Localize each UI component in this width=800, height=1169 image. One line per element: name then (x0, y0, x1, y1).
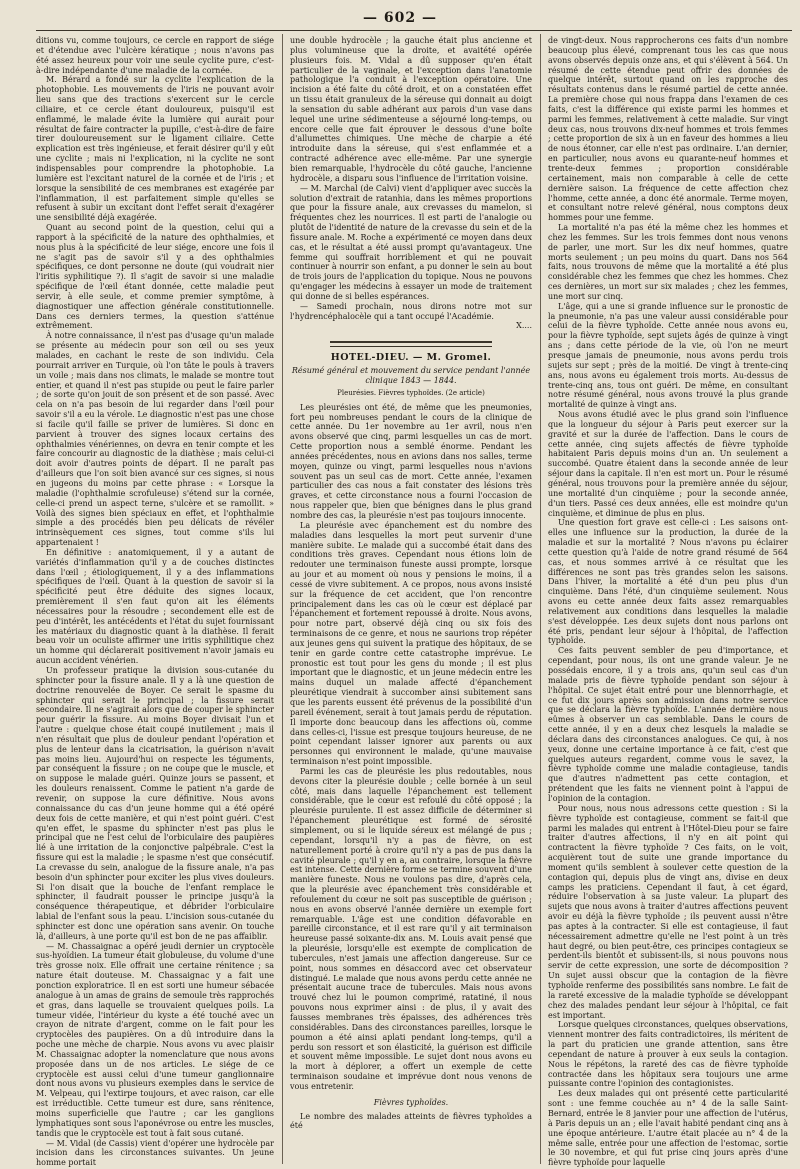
paragraph: — M. Chassaignac a opéré jeudi dernier un cryptocèle sus-hyoïdien. La tumeur était globuleuse, du volume d'une très grosse noix. Elle offrait une certaine rénitence ; sa nature était douteuse. M. Chassaignac y a fait une ponction exploratrice. Il en est sorti une humeur sébacée analogue à un amas de grains de semoule très rapprochés et gras, dans laquelle se trouvaient quelques poils. La tumeur vidée, l'intérieur du kyste a été touché avec un crayon de nitrate d'argent, comme on le fait pour les cryptocèles des paupières. On a dû introduire dans la poche une mèche de charpie. Nous avons vu avec plaisir M. Chassaignac adopter la nomenclature que nous avons proposée dans un de nos articles. Le siége de ce cryptocèle est aussi celui d'une tumeur ganglionnaire dont nous avons vu plusieurs exemples dans le service de M. Velpeau, qui l'extirpe toujours, et avec raison, car elle est irréductible. Cette tumeur est dure, sans rénitence, moins superficielle que l'autre ; car les ganglions lymphatiques sont sous l'aponévrose ou entre les muscles, tandis que le cryptocèle est tout à fait sous cutané. (36, 941, 274, 1138)
paragraph: — Samedi prochain, nous dirons notre mot sur l'hydrencéphalocèle qui a tant occupé l'Académie. (290, 301, 532, 321)
signature: X.... (516, 321, 532, 331)
paragraph: ditions vu, comme toujours, ce cercle en rapport de siége et d'étendue avec l'ulcère kératique ; nous n'avons pas été assez heureux pour voir une seule cyclite pure, c'est-à-dire indépendante d'une maladie de la cornée. (36, 36, 274, 75)
page-number: — 602 — (363, 10, 437, 26)
paragraph: une double hydrocèle ; la gauche était plus ancienne et plus volumineuse que la droite, et avaitété opérée plusieurs fois. M. Vidal a dû supposer qu'en était particulier de la vaginale, et l'exception dans l'anatomie pathologique l'a conduit à l'exception opératoire. Une incision a été faite du côté droit, et on a constatéen effet un tissu était granuleux de la séreuse qui donnait au doigt la sensation du sable adhérant aux parois d'un vase dans lequel une urine sédimenteuse a séjourné long-temps, ou encore celle que fait éprouver le dessous d'une boîte d'allumettes chimiques. Une mèche de charpie a été introduite dans la séreuse, qui s'est enflammée et a contracté adhérence avec elle-même. Par une synergie bien remarquable, l'hydrocèle du côté gauche, l'ancienne hydrocèle, a disparu sous l'influence de l'irritation voisine. (290, 36, 532, 183)
paragraph: Lorsque quelques circonstances, quelques observations, viennent montrer des faits contradictoires, ils méritent de la part du praticien une grande attention, sans être cependant de nature à prouver à eux seuls la contagion. Nous le répétons, la rareté des cas de fièvre typhoïde contractée dans les hôpitaux sera toujours une arme puissante contre l'opinion des contagionistes. (548, 1020, 788, 1089)
paragraph: Ces faits peuvent sembler de peu d'importance, et cependant, pour nous, ils ont une grande valeur. Je ne possédais encore, il y a trois ans, qu'un seul cas d'un malade pris de fièvre typhoïde pendant son séjour à l'hôpital. Ce sujet était entré pour une blennorrhagie, et ce fut dix jours après son admission dans notre service que se déclara la fièvre typhoïde. L'année dernière nous eûmes à observer un cas semblable. Dans le cours de cette année, il y en a deux chez lesquels la maladie se déclara dans des circonstances analogues. Ce qui, à nos yeux, donne une certaine importance à ce fait, c'est que quelques auteurs regardent, comme vous le savez, la fièvre typhoïde comme une maladie contagieuse, tandis que d'autres n'admettent pas cette contagion, et prétendent que les faits ne viennent point à l'appui de l'opinion de la contagion. (548, 646, 788, 803)
section-caption: Pleurésies. Fièvres typhoïdes. (2e article) (337, 388, 485, 397)
column-right (548, 36, 788, 1168)
paragraph: Les deux malades qui ont présenté cette particularité sont : une femme couchée au n° 4 de la salle Saint-Bernard, entrée le 8 janvier pour une affection de l'utérus, à Paris depuis un an ; elle l'avait habité pendant cinq ans à une époque antérieure. L'autre était placée au n° 4 de la même salle, entrée pour une affection de l'estomac, sortie le 30 novembre, et qui fut prise cinq jours après d'une fièvre typhoïde pour laquelle (548, 1089, 788, 1168)
column-left (36, 36, 274, 1168)
paragraph: Les pleurésies ont été, de même que les pneumonies, fort peu nombreuses pendant le cours de la clinique de cette année. Du 1er novembre au 1er avril, nous n'en avons observé que cinq, parmi lesquelles un cas de mort. Cette proportion nous a semblé énorme. Pendant les années précédentes, nous en avions dans nos salles, terme moyen, quinze ou vingt, parmi lesquelles nous n'avions souvent pas un seul cas de mort. Cette année, l'examen particulier des cas nous a fait constater des lésions très graves, et cette circonstance nous a fourni l'occasion de nous rappeler que, bien que bénignes dans le plus grand nombre des cas, la pleurésie n'est pas toujours innocente. (290, 402, 532, 520)
column-divider (540, 34, 541, 1164)
paragraph: Un professeur pratique la division sous-cutanée du sphincter pour la fissure anale. Il y a là une question de doctrine renouvelée de Boyer. Ce serait le spasme du sphincter qui serait le principal ; la fissure serait secondaire. Il ne s'agirait alors que de couper le sphincter pour guérir la fissure. Au moins Boyer divisait l'un et l'autre : quelque chose était coupé inutilement ; mais il n'en résultait que plus de douleur pendant l'opération et plus de lenteur dans la cicatrisation, la guérison n'avait pas moins lieu. Aujourd'hui on respecte les téguments, par conséquent la fissure ; on ne coupe que le muscle, et on suppose le malade guéri. Quinze jours se passent, et les douleurs renaissent. Comme le patient n'a garde de revenir, on suppose la cure définitive. Nous avons connaissance du cas d'un jeune homme qui a été opéré deux fois de cette manière, et qui n'est point guéri. C'est qu'en effet, le spasme du sphincter n'est pas plus le principal que ne l'est celui de l'orbiculaire des paupières lié à une irritation de la conjonctive palpébrale. C'est la fissure qui est la maladie ; le spasme n'est que consécutif. La crevasse du sein, analogue de la fissure anale, n'a pas besoin d'un sphincter pour exciter les plus vives douleurs. Si l'on disait que la bouche de l'enfant remplace le sphincter, il faudrait pousser le principe jusqu'à la conséquence thérapeutique, et débrider l'orbiculaire labial de l'enfant sous la peau. L'incision sous-cutanée du sphincter est donc une opération sans avenir. On touche là, d'ailleurs, à une porte qu'il est bon de ne pas affaiblir. (36, 666, 274, 941)
paragraph: À notre connaissance, il n'est pas d'usage qu'un malade se présente au médecin pour son œil ou ses yeux malades, en cachant le reste de son individu. Cela pourrait arriver en Turquie, où l'on tâte le pouls à travers un voile ; mais dans nos climats, le malade se montre tout entier, et quand il n'est pas stupide ou peut le faire parler ; de sorte qu'on jouit de son présent et de son passé. Avec cela on n'a pas besoin de lui regarder dans l'œil pour savoir s'il a eu la vérole. Le diagnostic n'est pas une chose si facile qu'il faille se priver de lumières. Si donc en parvient à trouver des signes locaux certains des ophthalmies vénériennes, on devra en tenir compte et les faire concourir au diagnostic de la diathèse ; mais celui-ci doit avoir d'autres points de départ. Il ne paraît pas d'ailleurs que l'on soit bien avancé sur ces signes, si nous en jugeons du moins par cette phrase : « Lorsque la maladie (l'ophthalmie scrofuleuse) s'étend sur la cornée, celle-ci prend un aspect terne, s'ulcère et se ramollit. » Voilà des signes bien spéciaux en effet, et l'ophthalmie simple a des procédés bien peu délicats de révéler intrinsèquement ces signes, tout comme s'ils lui appartenaient ! (36, 331, 274, 548)
column-middle (290, 36, 532, 1161)
paragraph: Quant au second point de la question, celui qui a rapport à la spécificité de la nature des ophthalmies, et nous plus à la spécificité de leur siége, encore une fois il ne s'agit pas de savoir s'il y a des ophthalmies spécifiques, ce dont personne ne doute (qui voudrait nier l'iritis syphilitique ?). Il s'agit de savoir si une maladie spécifique de l'œil étant donnée, cette maladie peut servir, à elle seule, et comme premier symptôme, à diagnostiquer une affection générale constitutionnelle. Dans ces derniers termes, la question s'atténue extrêmement. (36, 223, 274, 331)
paragraph: Le nombre des malades atteints de fièvres typhoïdes a été (290, 1111, 532, 1131)
paragraph: — M. Marchal (de Calvi) vient d'appliquer avec succès la solution d'extrait de ratanhia, dans les mêmes proportions que pour la fissure anale, aux crevasses du mamelon, si fréquentes chez les nourrices. Il est parti de l'analogie ou plutôt de l'identité de nature de la crevasse du sein et de la fissure anale. M. Roche a expérimenté ce moyen dans deux cas, et le résultat a été aussi prompt qu'avantageux. Une femme qui souffrait horriblement et qui ne pouvait continuer à nourrir son enfant, a pu donner le sein au bout de trois jours de l'application du topique. Nous ne pouvons qu'engager les médecins à essayer un mode de traitement qui donne de si belles espérances. (290, 183, 532, 301)
paragraph: M. Bérard a fondé sur la cyclite l'explication de la photophobie. Les mouvements de l'iris ne pouvant avoir lieu sans que des tractions s'exercent sur le cercle ciliaire, et ce cercle étant douloureux, puisqu'il est enflammé, le malade évite la lumière qui aurait pour résultat de faire contracter la pupille, c'est-à-dire de faire tirer douloureusement sur le ligament ciliaire. Cette explication est très ingénieuse, et ferait désirer qu'il y eût une cyclite ; mais ni l'explication, ni la cyclite ne sont indispensables pour comprendre la photophobie. La lumière est l'excitant naturel de la cornée et de l'iris ; et lorsque la sensibilité de ces membranes est exagérée par l'inflammation, il est parfaitement simple qu'elles se refusent à subir un excitant dont l'effet serait d'exagérer une sensibilité déjà exagérée. (36, 75, 274, 223)
subsection-heading: Fièvres typhoïdes. (373, 1097, 449, 1107)
paragraph: de vingt-deux. Nous rapprocherons ces faits d'un nombre beaucoup plus élevé, comprenant tous les cas que nous avons observés depuis onze ans, et qui s'élèvent à 564. Un résumé de cette étendue peut offrir des données de quelque intérêt, surtout quand on les rapproche des résultats contenus dans le résumé partiel de cette année. La première chose qui nous frappa dans l'examen de ces faits, c'est la différence qui existe parmi les hommes et parmi les femmes, relativement à cette maladie. Sur vingt deux cas, nous trouvons dix-neuf hommes et trois femmes ; cette proportion de six à un en faveur des hommes a lieu de nous étonner, car elle n'est pas ordinaire. L'an dernier, en particulier, nous avons eu quarante-neuf hommes et trente-deux femmes ; proportion considérable certainement, mais non comparable à celle de cette dernière saison. La fréquence de cette affection chez l'homme, cette année, a donc été anormale. Terme moyen, et consultant notre relevé général, nous comptons deux hommes pour une femme. (548, 36, 788, 223)
paragraph: En définitive : anatomiquement, il y a autant de variétés d'inflammation qu'il y a de couches distinctes dans l'œil ; étiologiquement, il y a des inflammations spécifiques de l'œil. Quant à la question de savoir si la spécificité peut être déduite des signes locaux, premièrement il s'en faut qu'on ait les éléments nécessaires pour la résoudre ; secondement elle est de peu d'intérêt, les antécédents et l'état du sujet fournissant les matériaux du diagnostic quant à la diathèse. Il ferait beau voir un oculiste affirmer une iritis syphilitique chez un homme qui déclarerait positivement n'avoir jamais eu aucun accident vénérien. (36, 547, 274, 666)
paragraph: La pleurésie avec épanchement est du nombre des maladies dans lesquelles la mort peut survenir d'une manière subite. Le malade qui a succombé était dans des conditions très graves. Cependant nous étions loin de redouter une terminaison funeste aussi prompte, lorsque au jour et au moment où nous y pensions le moins, il a cessé de vivre subitement. A ce propos, nous avons insisté sur la fréquence de cet accident, que l'on rencontre principalement dans les cas où le cœur est déplacé par l'épanchement et fortement repoussé à droite. Nous avons, pour notre part, observé déjà cinq ou six fois des terminaisons de ce genre, et nous ne saurions trop répéter aux jeunes gens qui suivent la pratique des hôpitaux, de se tenir en garde contre cette catastrophe imprévue. Le pronostic est tout pour les gens du monde ; il est plus important que le diagnostic, et un jeune médecin entre les mains duquel un malade affecté d'épanchement pleurétique viendrait à succomber ainsi subitement sans que les parents eussent été prévenus de la possibilité d'un pareil événement, serait à tout jamais perdu de réputation. Il importe donc beaucoup dans les affections où, comme dans celles-ci, l'issue est presque toujours heureuse, de ne point cependant laisser ignorer aux parents ou aux personnes qui environnent le malade, qu'une mauvaise terminaison n'est point impossible. (290, 520, 532, 767)
paragraph: Parmi les cas de pleurésie les plus redoutables, nous devons citer la pleurésie double ; celle bornée à un seul côté, mais dans laquelle l'épanchement est tellement considérable, que le cœur est refoulé du côté opposé ; la pleurésie purulente. Il est assez difficile de déterminer si l'épanchement pleurétique est formé de sérosité simplement, ou si le liquide séreux est mélangé de pus ; cependant, lorsqu'il n'y a pas de fièvre, on est naturellement porté à croire qu'il n'y a pas de pus dans la cavité pleurale ; qu'il y en a, au contraire, lorsque la fièvre est intense. Cette dernière forme se termine souvent d'une manière funeste. Nous ne voulons pas dire, d'après cela, que la pleurésie avec épanchement très considérable et refoulement du cœur ne soit pas susceptible de guérison ; nous en avons observé l'année dernière un exemple fort remarquable. L'âge est une condition défavorable en pareille circonstance, et il est rare qu'il y ait terminaison heureuse passé soixante-dix ans. M. Louis avait pensé que la pleurésie, lorsqu'elle est exempte de complication de tubercules, n'est jamais une affection dangereuse. Sur ce point, nous sommes en désaccord avec cet observateur distingué. Le malade que nous avons perdu cette année ne présentait aucune trace de tubercules. Mais nous avons trouvé chez lui le poumon comprimé, ratatiné, il nous pouvons nous exprimer ainsi : de plus, il y avait des fausses membranes très épaisses, des adhérences très considérables. Dans des circonstances pareilles, lorsque le poumon a été ainsi aplati pendant long-temps, qu'il a perdu son ressort et son élasticité, la guérison est difficile et souvent même impossible. Le sujet dont nous avons eu la mort à déplorer, a offert un exemple de cette terminaison soudaine et imprévue dont nous venons de vous entretenir. (290, 766, 532, 1091)
section-subheading: Résumé général et mouvement du service pendant l'année clinique 1843 — 1844. (291, 366, 531, 385)
paragraph: La mortalité n'a pas été la même chez les hommes et chez les femmes. Sur les trois femmes dont nous venons de parler, une mort. Sur les dix neuf hommes, quatre morts seulement ; un peu moins du quart. Dans nos 564 faits, nous trouvons de même que la mortalité a été plus considérable chez les femmes que chez les hommes. Chez ces dernières, un mort sur six malades ; chez les femmes, une mort sur cinq. (548, 223, 788, 301)
paragraph: Pour nous, nous nous adressons cette question : Si la fièvre typhoïde est contagieuse, comment se fait-il que parmi les malades qui entrent à l'Hôtel-Dieu pour se faire traiter d'autres affections, il n'y en ait point qui contractent la fièvre typhoïde ? Ces faits, on le voit, acquièrent tout de suite une grande importance du moment qu'ils semblent à soulever cette question de la contagion qui, depuis plus de vingt ans, divise en deux camps les praticiens. Cependant il faut, à cet égard, réduire l'observation à sa juste valeur. La plupart des sujets que nous avons à traiter d'autres affections peuvent avoir eu déjà la fièvre typhoïde ; ils peuvent aussi n'être pas aptes à la contracter. Si elle est contagieuse, il faut nécessairement admettre qu'elle ne l'est point à un très haut degré, ou bien peut-être, ces principes contagieux se perdent-ils bientôt et subissent-ils, si nous pouvons nous servir de cette expression, une sorte de décomposition ? Un sujet aussi obscur que la contagion de la fièvre typhoïde renferme des possibilités sans nombre. Le fait de la rareté excessive de la maladie typhoïde se développant chez des malades pendant leur séjour à l'hôpital, ce fait est important. (548, 803, 788, 1020)
section-divider (330, 341, 492, 347)
paragraph: Une question fort grave est celle-ci : Les saisons ont-elles une influence sur la production, la durée de la maladie et sur la mortalité ? Nous n'avons pu éclairer cette question qu'à l'aide de notre grand résumé de 564 cas, et nous sommes arrivé à ce résultat que les différences ne sont pas très grandes selon les saisons. Dans l'hiver, la mortalité a été d'un peu plus d'un cinquième. Dans l'été, d'un cinquième seulement. Nous avons eu cette année deux faits assez remarquables relativement aux conditions dans lesquelles la maladie s'est développée. Les deux sujets dont nous parlons ont été pris, pendant leur séjour à l'hôpital, de l'affection typhoïde. (548, 518, 788, 646)
column-divider (282, 34, 283, 1164)
paragraph: L'âge, qui a une si grande influence sur le pronostic de la pneumonie, n'a pas une valeur aussi considérable pour celui de la fièvre typhoïde. Cette année nous avons eu, pour la fièvre typhoïde, sept sujets âgés de quinze à vingt ans ; dans cette période de la vie, où l'on ne meurt presque jamais de pneumonie, nous avons perdu trois sujets sur sept ; près de la moitié. De vingt à trente-cinq ans, nous avons eu également trois morts. Au-dessus de trente-cinq ans, tous ont guéri. De même, en consultant notre résumé général, nous avons trouvé la plus grande mortalité de quinze à vingt ans. (548, 301, 788, 410)
paragraph: Nous avons étudié avec le plus grand soin l'influence que la longueur du séjour à Paris peut exercer sur la gravité et sur la durée de l'affection. Dans le cours de cette année, cinq sujets affectés de fièvre typhoïde habitaient Paris depuis moins d'un an. Un seulement a succombé. Quatre étaient dans la seconde année de leur séjour dans la capitale. Il n'en est mort un. Pour le résumé général, nous trouvons pour la première année du séjour, une mortalité d'un cinquième ; pour la seconde année, d'un tiers. Passé ces deux années, elle est moindre qu'un cinquième, et diminue de plus en plus. (548, 410, 788, 518)
paragraph: — M. Vidal (de Cassis) vient d'opérer une hydrocèle par incision dans les circonstances suivantes. Un jeune homme portait (36, 1138, 274, 1168)
header-rule (36, 30, 792, 31)
section-heading: HOTEL-DIEU. — M. Gromel. (330, 352, 492, 364)
